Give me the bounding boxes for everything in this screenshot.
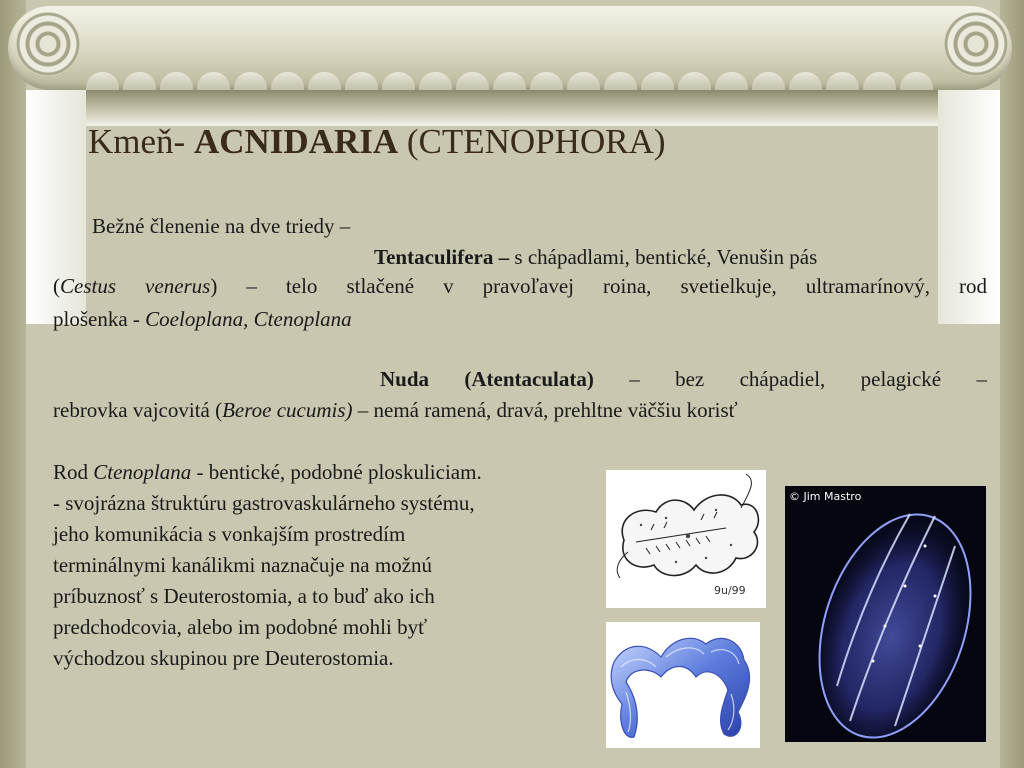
rod-line: predchodcovia, alebo im podobné mohli byť	[53, 615, 428, 639]
venus-girdle-image	[606, 622, 760, 748]
rod-line: príbuznosť s Deuterostomia, a to buď ako ich	[53, 584, 435, 608]
tentaculifera-line-1: Tentaculifera – s chápadlami, bentické, Venušin pás	[374, 245, 818, 269]
rod-line: jeho komunikácia s vonkajším prostredím	[53, 522, 406, 546]
frame-right	[1000, 0, 1024, 768]
intro-text: Bežné členenie na dve triedy –	[92, 214, 351, 238]
nuda-line-2: rebrovka vajcovitá (Beroe cucumis) – nemá ramená, dravá, prehltne väčšiu korisť	[53, 398, 738, 422]
frame-left	[0, 0, 26, 768]
volute-left-decoration	[16, 12, 80, 76]
slide-title: Kmeň- ACNIDARIA (CTENOPHORA)	[88, 122, 666, 161]
rod-line: terminálnymi kanálikmi naznačuje na možnú	[53, 553, 433, 577]
volute-right-decoration	[944, 12, 1008, 76]
tentaculifera-line-3: plošenka - Coeloplana, Ctenoplana	[53, 307, 352, 331]
photo-credit: © Jim Mastro	[789, 490, 862, 503]
rod-line: - svojrázna štruktúru gastrovaskulárneho systému,	[53, 491, 475, 515]
nuda-line-1: Nuda (Atentaculata) – bez chápadiel, pelagické –	[380, 367, 987, 391]
beam	[86, 90, 938, 126]
tentaculifera-line-2: (Cestus venerus) – telo stlačené v pravoľavej roina, svetielkuje, ultramarínový, rod	[53, 274, 987, 298]
beroe-photo-image	[785, 486, 986, 742]
drawing-signature: 9u/99	[714, 584, 746, 597]
rod-line: východzou skupinou pre Deuterostomia.	[53, 646, 394, 670]
ctenoplana-drawing-image	[606, 470, 766, 608]
rod-line-1: Rod Ctenoplana - bentické, podobné ploskuliciam.	[53, 460, 482, 484]
